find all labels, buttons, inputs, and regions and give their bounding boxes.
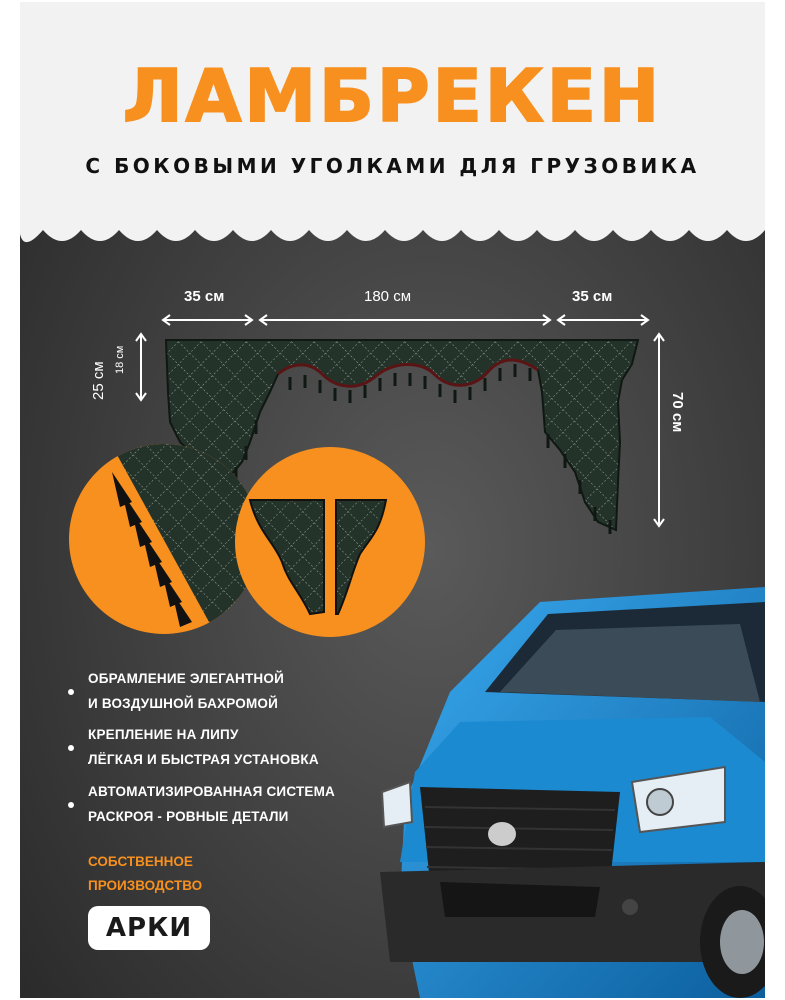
dim-left-width: 35 см xyxy=(184,288,225,305)
feature-line: ЛЁГКАЯ И БЫСТРАЯ УСТАНОВКА xyxy=(88,752,319,767)
feature-line: АВТОМАТИЗИРОВАННАЯ СИСТЕМА xyxy=(88,784,335,799)
product-card xyxy=(20,2,765,998)
feature-cutting xyxy=(88,779,335,829)
page-subtitle: С БОКОВЫМИ УГОЛКАМИ ДЛЯ ГРУЗОВИКА xyxy=(85,154,700,178)
feature-velcro xyxy=(88,722,319,772)
van-image xyxy=(20,2,765,998)
feature-line: ОБРАМЛЕНИЕ ЭЛЕГАНТНОЙ xyxy=(88,671,284,686)
feature-line: И ВОЗДУШНОЙ БАХРОМОЙ xyxy=(88,696,278,711)
page-title: ЛАМБРЕКЕН xyxy=(122,54,663,138)
own-production xyxy=(88,850,202,898)
dim-height-inner: 18 см xyxy=(114,345,126,374)
brand-logo: АРКИ xyxy=(88,906,210,950)
own-production-line: ПРОИЗВОДСТВО xyxy=(88,878,203,893)
dim-height-total: 25 см xyxy=(90,361,107,400)
feature-fringe xyxy=(88,666,284,716)
feature-line: КРЕПЛЕНИЕ НА ЛИПУ xyxy=(88,727,239,742)
dim-center-width: 180 см xyxy=(364,288,412,305)
bullet xyxy=(68,745,74,751)
bullet xyxy=(68,689,74,695)
own-production-line: СОБСТВЕННОЕ xyxy=(88,854,193,869)
dim-drop: 70 см xyxy=(669,392,686,433)
bullet xyxy=(68,802,74,808)
feature-line: РАСКРОЯ - РОВНЫЕ ДЕТАЛИ xyxy=(88,809,289,824)
dim-right-width: 35 см xyxy=(572,288,613,305)
